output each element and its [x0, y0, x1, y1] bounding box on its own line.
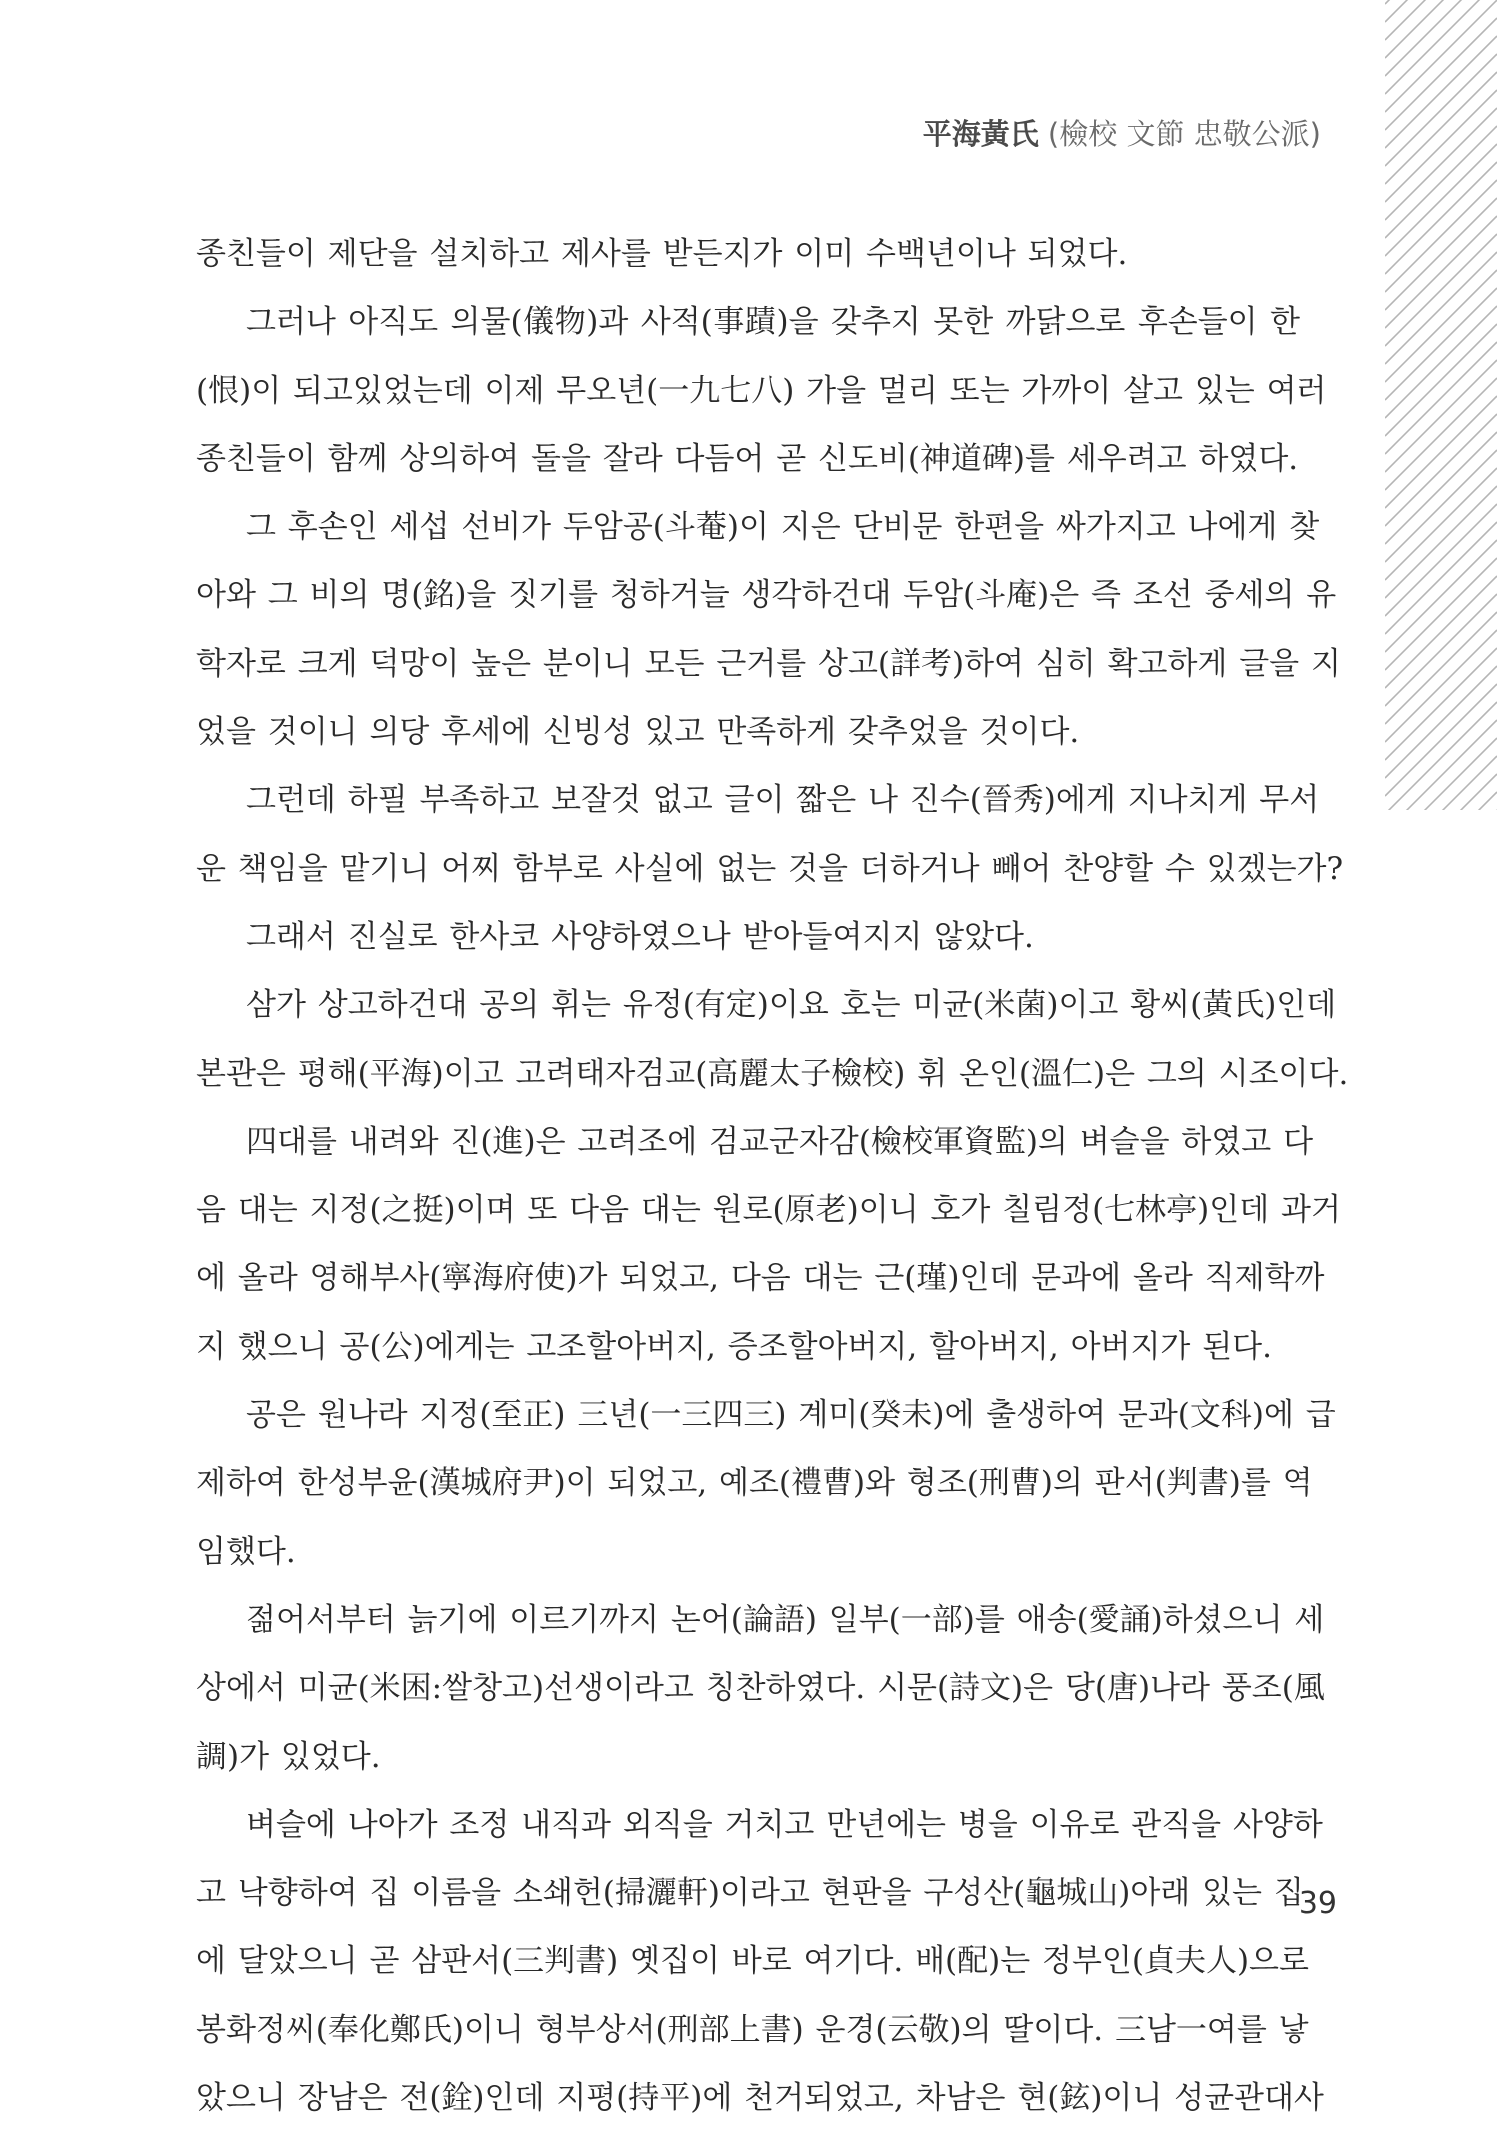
text-line: 四대를 내려와 진(進)은 고려조에 검교군자감(檢校軍資監)의 벼슬을 하였고 다 — [246, 1123, 1314, 1160]
text-line: 그래서 진실로 한사코 사양하였으나 받아들여지지 않았다. — [246, 918, 1034, 955]
text-line: 았으니 장남은 전(銓)인데 지평(持平)에 천거되었고, 차남은 현(鉉)이니 성균관대사 — [196, 2080, 1324, 2117]
text-line: 임했다. — [196, 1533, 296, 1570]
text-line: 調)가 있었다. — [196, 1738, 381, 1775]
text-line: 에 달았으니 곧 삼판서(三判書) 옛집이 바로 여기다. 배(配)는 정부인(貞夫人)으로 — [196, 1943, 1309, 1980]
text-line: 제하여 한성부윤(漢城府尹)이 되었고, 예조(禮曹)와 형조(刑曹)의 판서(判書)를 역 — [196, 1465, 1313, 1502]
text-line: (恨)이 되고있었는데 이제 무오년(一九七八) 가을 멀리 또는 가까이 살고 있는 여러 — [196, 372, 1327, 409]
text-line: 봉화정씨(奉化鄭氏)이니 형부상서(刑部上書) 운경(云敬)의 딸이다. 三남一여를 낳 — [196, 2011, 1309, 2048]
text-line: 지 했으니 공(公)에게는 고조할아버지, 증조할아버지, 할아버지, 아버지가 된다. — [196, 1328, 1272, 1365]
header-title: 平海黃氏 — [922, 117, 1039, 151]
text-line: 고 낙향하여 집 이름을 소쇄헌(掃灑軒)이라고 현판을 구성산(龜城山)아래 있는 집 — [196, 1875, 1304, 1912]
text-line: 본관은 평해(平海)이고 고려태자검교(高麗太子檢校) 휘 온인(溫仁)은 그의 시조이다. — [196, 1055, 1349, 1092]
text-line: 그런데 하필 부족하고 보잘것 없고 글이 짧은 나 진수(晉秀)에게 지나치게 무서 — [246, 782, 1320, 819]
text-line: 종친들이 제단을 설치하고 제사를 받든지가 이미 수백년이나 되었다. — [196, 236, 1128, 272]
text-line: 아와 그 비의 명(銘)을 짓기를 청하거늘 생각하건대 두암(斗庵)은 즉 조선 중세의 유 — [196, 577, 1337, 614]
text-line: 운 책임을 맡기니 어찌 함부로 사실에 없는 것을 더하거나 빼어 찬양할 수 있겠는가? — [196, 850, 1344, 887]
text-line: 젊어서부터 늙기에 이르기까지 논어(論語) 일부(一部)를 애송(愛誦)하셨으니 세 — [246, 1601, 1325, 1638]
text-line: 공은 원나라 지정(至正) 三년(一三四三) 계미(癸未)에 출생하여 문과(文科)에 급 — [246, 1397, 1336, 1434]
text-line: 상에서 미균(米困:쌀창고)선생이라고 칭찬하였다. 시문(詩文)은 당(唐)나라 풍조(風 — [196, 1670, 1325, 1707]
text-line: 었을 것이니 의당 후세에 신빙성 있고 만족하게 갖추었을 것이다. — [196, 714, 1080, 751]
text-line: 그러나 아직도 의물(儀物)과 사적(事蹟)을 갖추지 못한 까닭으로 후손들이 한 — [246, 304, 1300, 341]
decorative-corner-stripes — [1385, 0, 1497, 810]
header-subtitle: (檢校 文節 忠敬公派) — [1047, 117, 1321, 151]
text-line: 종친들이 함께 상의하여 돌을 잘라 다듬어 곧 신도비(神道碑)를 세우려고 하였다. — [196, 440, 1299, 477]
text-line: 음 대는 지정(之挺)이며 또 다음 대는 원로(原老)이니 호가 칠림정(七林亭)인데 과거 — [196, 1192, 1341, 1229]
text-line: 에 올라 영해부사(寧海府使)가 되었고, 다음 대는 근(瑾)인데 문과에 올라 직제학까 — [196, 1260, 1325, 1297]
text-line: 그 후손인 세섭 선비가 두암공(斗菴)이 지은 단비문 한편을 싸가지고 나에게 찾 — [246, 509, 1320, 546]
text-line: 삼가 상고하건대 공의 휘는 유정(有定)이요 호는 미균(米菌)이고 황씨(黃氏)인데 — [246, 987, 1337, 1024]
text-line: 학자로 크게 덕망이 높은 분이니 모든 근거를 상고(詳考)하여 심히 확고하게 글을 지 — [196, 645, 1341, 682]
page-number: 39 — [1298, 1886, 1337, 1921]
running-header — [923, 112, 1321, 153]
text-line: 벼슬에 나아가 조정 내직과 외직을 거치고 만년에는 병을 이유로 관직을 사양하 — [246, 1806, 1323, 1843]
